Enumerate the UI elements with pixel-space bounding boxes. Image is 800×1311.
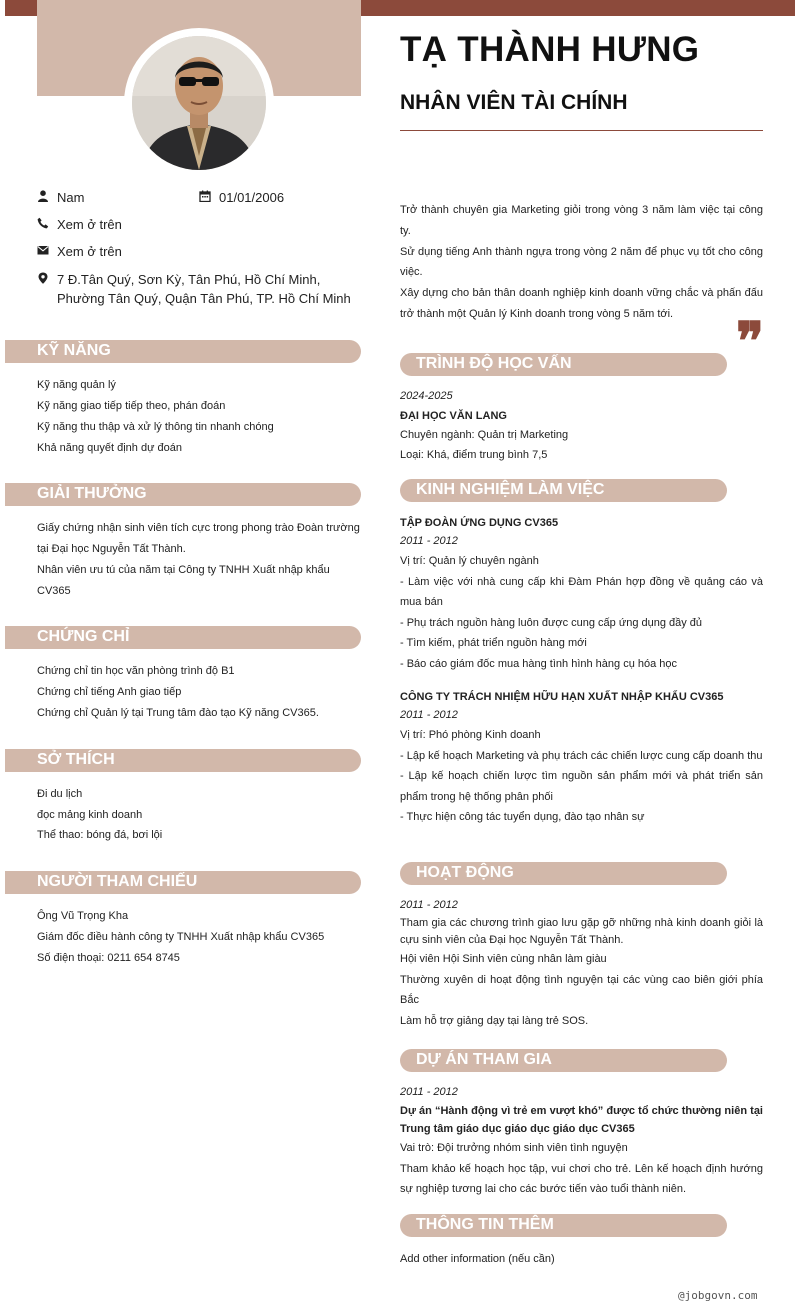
education-period: 2024-2025 [400,390,453,402]
project-description: Tham khảo kế hoạch học tập, vui chơi cho trẻ. Lên kế hoạch định hướng sự nghiệp tương lai cho các bước tiến vào tuổi thành niên. [400,1162,763,1195]
person-icon [37,190,49,202]
job-duty: - Báo cáo giám đốc mua hàng tình hình hàng cụ hóa học [400,657,678,670]
experience-header: KINH NGHIỆM LÀM VIỆC [400,479,727,502]
skills-list [37,375,357,459]
birthday-value: 01/01/2006 [219,190,285,205]
activities-period: 2011 - 2012 [400,899,458,911]
education-major: Chuyên ngành: Quản trị Marketing [400,429,569,441]
education-school: ĐẠI HỌC VĂN LANG [400,409,507,422]
footer-credit: @jobgovn.com [678,1289,758,1302]
education-section [400,387,763,465]
job-company: CÔNG TY TRÁCH NHIỆM HỮU HẠN XUẤT NHẬP KHẨU CV365 [400,691,724,703]
avatar [132,36,266,170]
objective-item: Xây dựng cho bản thân doanh nghiệp kinh doanh vững chắc và phấn đấu trở thành một Quản lý Kinh doanh trong vòng 5 năm tới. [400,287,763,320]
awards-list [37,518,361,602]
phone-icon [37,217,49,229]
list-item: Thường xuyên di hoạt động tình nguyện tại các vùng cao biên giới phía Bắc [400,973,763,1006]
job-role: Vị trí: Quản lý chuyên ngành [400,555,539,567]
job-period: 2011 - 2012 [400,709,458,721]
job-duty: - Tìm kiếm, phát triển nguồn hàng mới [400,637,587,649]
activities-header: HOẠT ĐỘNG [400,862,727,885]
list-item: đọc mảng kinh doanh [37,808,143,821]
list-item: Giám đốc điều hành công ty TNHH Xuất nhập khẩu CV365 [37,931,325,943]
list-item: Tham gia các chương trình giao lưu gặp gỡ những nhà kinh doanh giỏi là cựu sinh viên của Đại học Nguyễn Tất Thành. [400,917,763,946]
certificates-list [37,661,361,724]
list-item: Nhân viên ưu tú của năm tại Công ty TNHH Xuất nhập khẩu CV365 [37,564,330,597]
references-list [37,906,361,969]
job-company: TẬP ĐOÀN ỨNG DỤNG CV365 [400,517,559,529]
experience-job-2 [400,688,763,828]
mail-icon [37,244,49,256]
list-item: Chứng chỉ Quản lý tại Trung tâm đào tạo Kỹ năng CV365. [37,707,319,719]
project-name: Dự án “Hành động vì trẻ em vượt khó” được tổ chức thường niên tại Trung tâm giáo dục giáo dục giáo dục CV365 [400,1105,763,1135]
objective-item: Trở thành chuyên gia Marketing giỏi trong vòng 3 năm làm việc tại công ty. [400,204,763,237]
list-item: Thể thao: bóng đá, bơi lội [37,829,163,841]
references-header: NGƯỜI THAM CHIẾU [5,871,361,894]
projects-section [400,1083,763,1200]
career-objective [400,200,763,325]
extra-text: Add other information (nếu cần) [400,1253,555,1265]
list-item: Ông Vũ Trọng Kha [37,910,129,922]
list-item: Khả năng quyết định dự đoán [37,442,182,454]
address-row [37,270,353,308]
activities-section [400,896,763,1031]
project-period: 2011 - 2012 [400,1086,458,1098]
list-item: Số điện thoại: 0211 654 8745 [37,952,180,964]
gender-row [37,188,84,207]
education-grade: Loại: Khá, điểm trung bình 7,5 [400,448,548,461]
email-row [37,242,122,261]
projects-header: DỰ ÁN THAM GIA [400,1049,727,1072]
objective-item: Sử dụng tiếng Anh thành ngựa trong vòng 2 năm để phục vụ tốt cho công việc. [400,245,763,279]
location-icon [37,272,49,284]
job-duty: - Lập kế hoạch chiến lược tìm nguồn sản phẩm mới và phát triển sản phẩm trong hệ thống phân phối [400,770,763,803]
job-duty: - Thực hiện công tác tuyển dụng, đào tạo nhân sự [400,811,645,823]
job-title: NHÂN VIÊN TÀI CHÍNH [400,91,628,114]
project-role: Vai trò: Đội trưởng nhóm sinh viên tình nguyện [400,1142,628,1154]
job-duty: - Lập kế hoạch Marketing và phụ trách các chiến lược cung cấp doanh thu [400,749,763,762]
list-item: Giấy chứng nhận sinh viên tích cực trong phong trào Đoàn trường tại Đại học Nguyễn Tất Thành. [37,522,360,555]
job-role: Vị trí: Phó phòng Kinh doanh [400,729,541,741]
list-item: Chứng chỉ tiếng Anh giao tiếp [37,686,182,698]
phone-value: Xem ở trên [57,217,122,232]
awards-header: GIẢI THƯỞNG [5,483,361,506]
hobbies-list [37,784,361,846]
education-header: TRÌNH ĐỘ HỌC VẤN [400,353,727,376]
email-value: Xem ở trên [57,244,122,259]
job-period: 2011 - 2012 [400,535,458,547]
calendar-icon [199,190,211,202]
list-item: Kỹ năng giao tiếp tiếp theo, phán đoán [37,400,226,412]
extra-header: THÔNG TIN THÊM [400,1214,727,1237]
quote-icon: ❞ [736,311,764,372]
experience-job-1 [400,514,763,674]
address-value: 7 Đ.Tân Quý, Sơn Kỳ, Tân Phú, Hồ Chí Minh, Phường Tân Quý, Quận Tân Phú, TP. Hồ Chí Minh [57,272,351,306]
list-item: Kỹ năng thu thập và xử lý thông tin nhanh chóng [37,421,274,433]
certificates-header: CHỨNG CHỈ [5,626,361,649]
job-duty: - Phụ trách nguồn hàng luôn được cung cấp ứng dụng đầy đủ [400,616,703,629]
birthday-row [199,188,284,207]
candidate-name: TẠ THÀNH HƯNG [400,30,700,69]
list-item: Kỹ năng quản lý [37,379,116,391]
skills-header: KỸ NĂNG [5,340,361,363]
list-item: Đi du lịch [37,788,83,800]
job-duty: - Làm việc với nhà cung cấp khi Đàm Phán hợp đồng về quảng cáo và mua bán [400,575,763,608]
phone-row [37,215,122,234]
list-item: Chứng chỉ tin học văn phòng trình độ B1 [37,665,235,677]
list-item: Hội viên Hội Sinh viên cùng nhân làm giàu [400,953,607,965]
gender-value: Nam [57,190,85,205]
list-item: Làm hỗ trợ giảng dạy tại làng trẻ SOS. [400,1014,589,1027]
title-divider [400,130,763,131]
hobbies-header: SỞ THÍCH [5,749,361,772]
